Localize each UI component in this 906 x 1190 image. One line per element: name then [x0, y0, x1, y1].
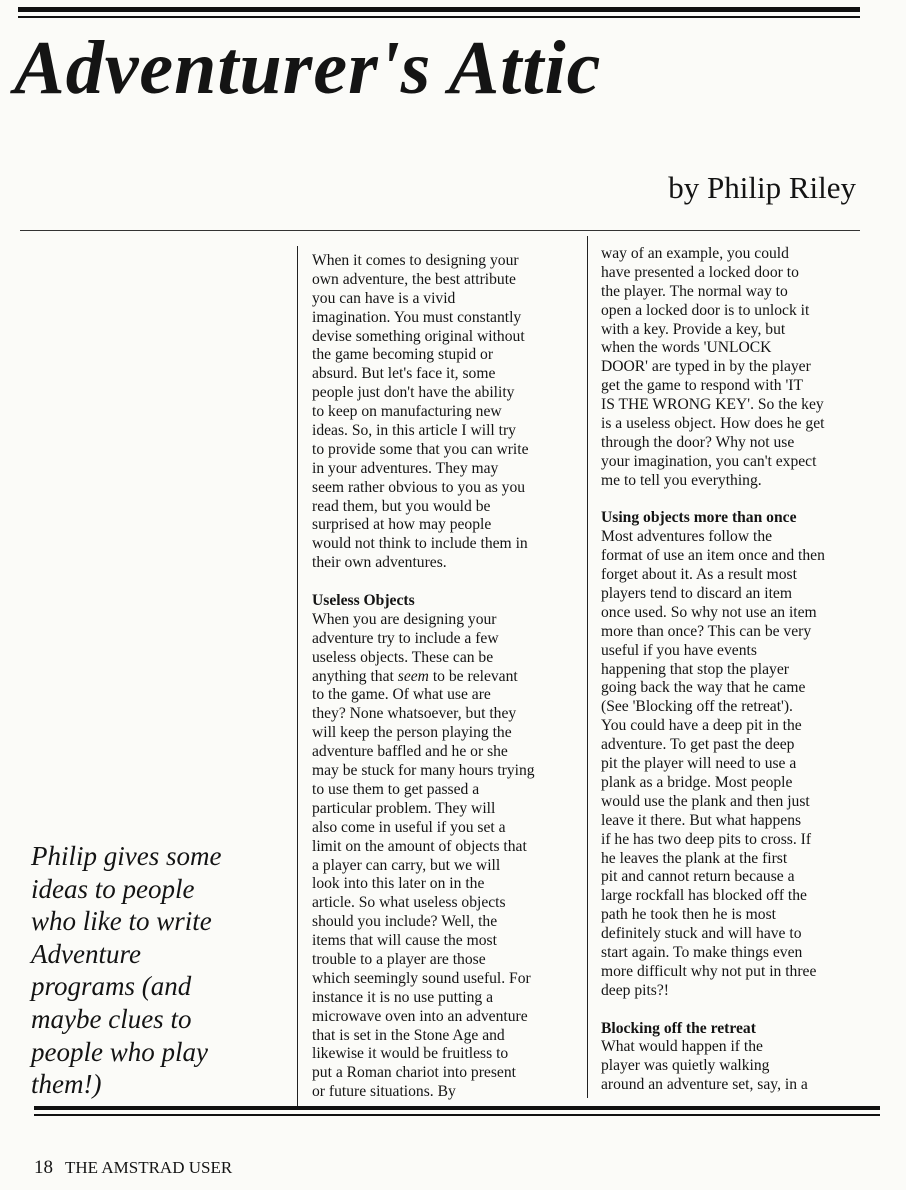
text-line: likewise it would be fruitless to	[312, 1045, 509, 1063]
text-line: get the game to respond with 'IT	[601, 377, 804, 395]
text-line: Most adventures follow the	[601, 528, 773, 546]
text-line: When it comes to designing your	[312, 252, 519, 269]
article-byline: by Philip Riley	[668, 170, 856, 205]
text-line: that is set in the Stone Age and	[312, 1026, 505, 1044]
text-line: (See 'Blocking off the retreat').	[601, 698, 793, 716]
text-line: start again. To make things even	[601, 943, 803, 961]
text-line: format of use an item once and then	[601, 547, 825, 565]
text-line: will keep the person playing the	[312, 724, 512, 742]
paragraph-gap	[312, 573, 535, 592]
text-line: players tend to discard an item	[601, 585, 792, 603]
text-line: to keep on manufacturing new	[312, 403, 502, 421]
text-line: microwave oven into an adventure	[312, 1007, 528, 1025]
text-line: When you are designing your	[312, 610, 497, 628]
text-line: adventure baffled and he or she	[312, 743, 508, 761]
text-line: when the words 'UNLOCK	[601, 339, 772, 357]
text-line: to the game. Of what use are	[312, 686, 491, 704]
text-line: a player can carry, but we will	[312, 856, 501, 874]
text-line: IS THE WRONG KEY'. So the key	[601, 396, 824, 414]
text-line: instance it is no use putting a	[312, 988, 494, 1006]
text-line: DOOR' are typed in by the player	[601, 358, 811, 376]
text-line: which seemingly sound useful. For	[312, 969, 531, 987]
pull-quote-line: people who play	[31, 1036, 208, 1067]
text-line: read them, but you would be	[312, 497, 491, 515]
text-line: their own adventures.	[312, 554, 447, 572]
text-line: player was quietly walking	[601, 1057, 770, 1075]
text-line: pit and cannot return because a	[601, 868, 795, 886]
text-line: What would happen if the	[601, 1038, 763, 1056]
text-line: imagination. You must constantly	[312, 308, 522, 326]
text-line: path he took then he is most	[601, 906, 776, 924]
text-fragment: anything that	[312, 667, 398, 685]
text-line: more than once? This can be very	[601, 622, 812, 640]
text-line: should you include? Well, the	[312, 913, 498, 931]
article-column-1	[312, 252, 535, 1102]
text-line: useful if you have events	[601, 641, 757, 659]
paragraph-gap	[601, 1001, 825, 1020]
text-line: the game becoming stupid or	[312, 346, 494, 364]
using-objects-paragraph	[601, 528, 825, 1000]
text-line: definitely stuck and will have to	[601, 925, 802, 943]
top-rule-thin	[18, 16, 860, 18]
section-heading-blocking-retreat: Blocking off the retreat	[601, 1019, 756, 1037]
pull-quote-line: Adventure	[31, 938, 141, 969]
top-rule-thick	[18, 7, 860, 12]
pull-quote-line: who like to write	[31, 906, 212, 937]
text-line: plank as a bridge. Most people	[601, 773, 793, 791]
text-line: your imagination, you can't expect	[601, 452, 817, 470]
example-paragraph	[601, 245, 825, 491]
text-line: would use the plank and then just	[601, 792, 810, 810]
text-line: me to tell you everything.	[601, 471, 762, 489]
text-line: may be stuck for many hours trying	[312, 762, 535, 780]
text-line: seem rather obvious to you as you	[312, 478, 526, 496]
text-line: trouble to a player are those	[312, 950, 486, 968]
text-line: have presented a locked door to	[601, 263, 799, 281]
pull-quote-line: programs (and	[31, 971, 192, 1002]
text-line: large rockfall has blocked off the	[601, 887, 807, 905]
text-line: deep pits?!	[601, 981, 669, 999]
blocking-retreat-paragraph	[601, 1038, 825, 1095]
text-line: through the door? Why not use	[601, 433, 795, 451]
text-line: forget about it. As a result most	[601, 566, 797, 584]
pull-quote-line: Philip gives some	[31, 841, 222, 871]
pull-quote-line: them!)	[31, 1069, 102, 1100]
text-line: happening that stop the player	[601, 660, 789, 678]
bottom-rule-thin	[34, 1114, 880, 1116]
header-rule	[20, 230, 860, 231]
text-line: would not think to include them in	[312, 535, 528, 553]
text-line: devise something original without	[312, 327, 525, 345]
text-line: look into this later on in the	[312, 875, 485, 893]
text-line: they? None whatsoever, but they	[312, 705, 517, 723]
text-line: to provide some that you can write	[312, 440, 529, 458]
article-title: Adventurer's Attic	[14, 26, 602, 110]
useless-objects-paragraph	[312, 611, 535, 1102]
text-line: you can have is a vivid	[312, 289, 456, 307]
text-line: useless objects. These can be	[312, 648, 494, 666]
bottom-rule-thick	[34, 1106, 880, 1110]
text-line: limit on the amount of objects that	[312, 837, 527, 855]
text-line: to use them to get passed a	[312, 780, 480, 798]
text-line: ideas. So, in this article I will try	[312, 422, 516, 440]
text-line: items that will cause the most	[312, 932, 497, 950]
text-line: people just don't have the ability	[312, 384, 515, 402]
text-line: pit the player will need to use a	[601, 755, 797, 773]
text-line: absurd. But let's face it, some	[312, 365, 496, 383]
text-line: way of an example, you could	[601, 245, 789, 262]
text-line: article. So what useless objects	[312, 894, 506, 912]
text-line: adventure. To get past the deep	[601, 736, 795, 754]
text-line: in your adventures. They may	[312, 459, 499, 477]
text-line: the player. The normal way to	[601, 282, 788, 300]
text-line: around an adventure set, say, in a	[601, 1076, 808, 1094]
column-divider-right	[587, 236, 588, 1098]
intro-paragraph	[312, 252, 535, 573]
pull-quote-line: maybe clues to	[31, 1003, 192, 1034]
text-line: leave it there. But what happens	[601, 811, 802, 829]
text-line: put a Roman chariot into present	[312, 1064, 516, 1082]
text-line: also come in useful if you set a	[312, 818, 506, 836]
text-line: he leaves the plank at the first	[601, 849, 788, 867]
section-heading-using-objects: Using objects more than once	[601, 509, 797, 527]
emphasized-word: seem	[397, 667, 429, 685]
text-line: You could have a deep pit in the	[601, 717, 802, 735]
text-line: is a useless object. How does he get	[601, 415, 825, 433]
text-line: going back the way that he came	[601, 679, 806, 697]
page-footer	[34, 1157, 232, 1179]
text-line: if he has two deep pits to cross. If	[601, 830, 812, 848]
text-line: open a locked door is to unlock it	[601, 301, 810, 319]
text-line: with a key. Provide a key, but	[601, 320, 786, 338]
text-line: particular problem. They will	[312, 799, 496, 817]
page-number: 18	[34, 1157, 53, 1178]
paragraph-gap	[601, 491, 825, 510]
text-line: own adventure, the best attribute	[312, 270, 516, 288]
text-line: adventure try to include a few	[312, 629, 499, 647]
section-heading-useless-objects: Useless Objects	[312, 592, 415, 610]
text-line: or future situations. By	[312, 1083, 456, 1101]
text-line-with-emphasis	[312, 668, 535, 687]
text-fragment: to be relevant	[428, 667, 518, 685]
pull-quote-line: ideas to people	[31, 873, 195, 904]
text-line: surprised at how may people	[312, 516, 492, 534]
pull-quote	[31, 840, 221, 1101]
magazine-name: THE AMSTRAD USER	[65, 1158, 233, 1177]
text-line: once used. So why not use an item	[601, 603, 817, 621]
column-divider-left	[297, 246, 298, 1106]
article-column-2	[601, 245, 825, 1095]
text-line: more difficult why not put in three	[601, 962, 817, 980]
